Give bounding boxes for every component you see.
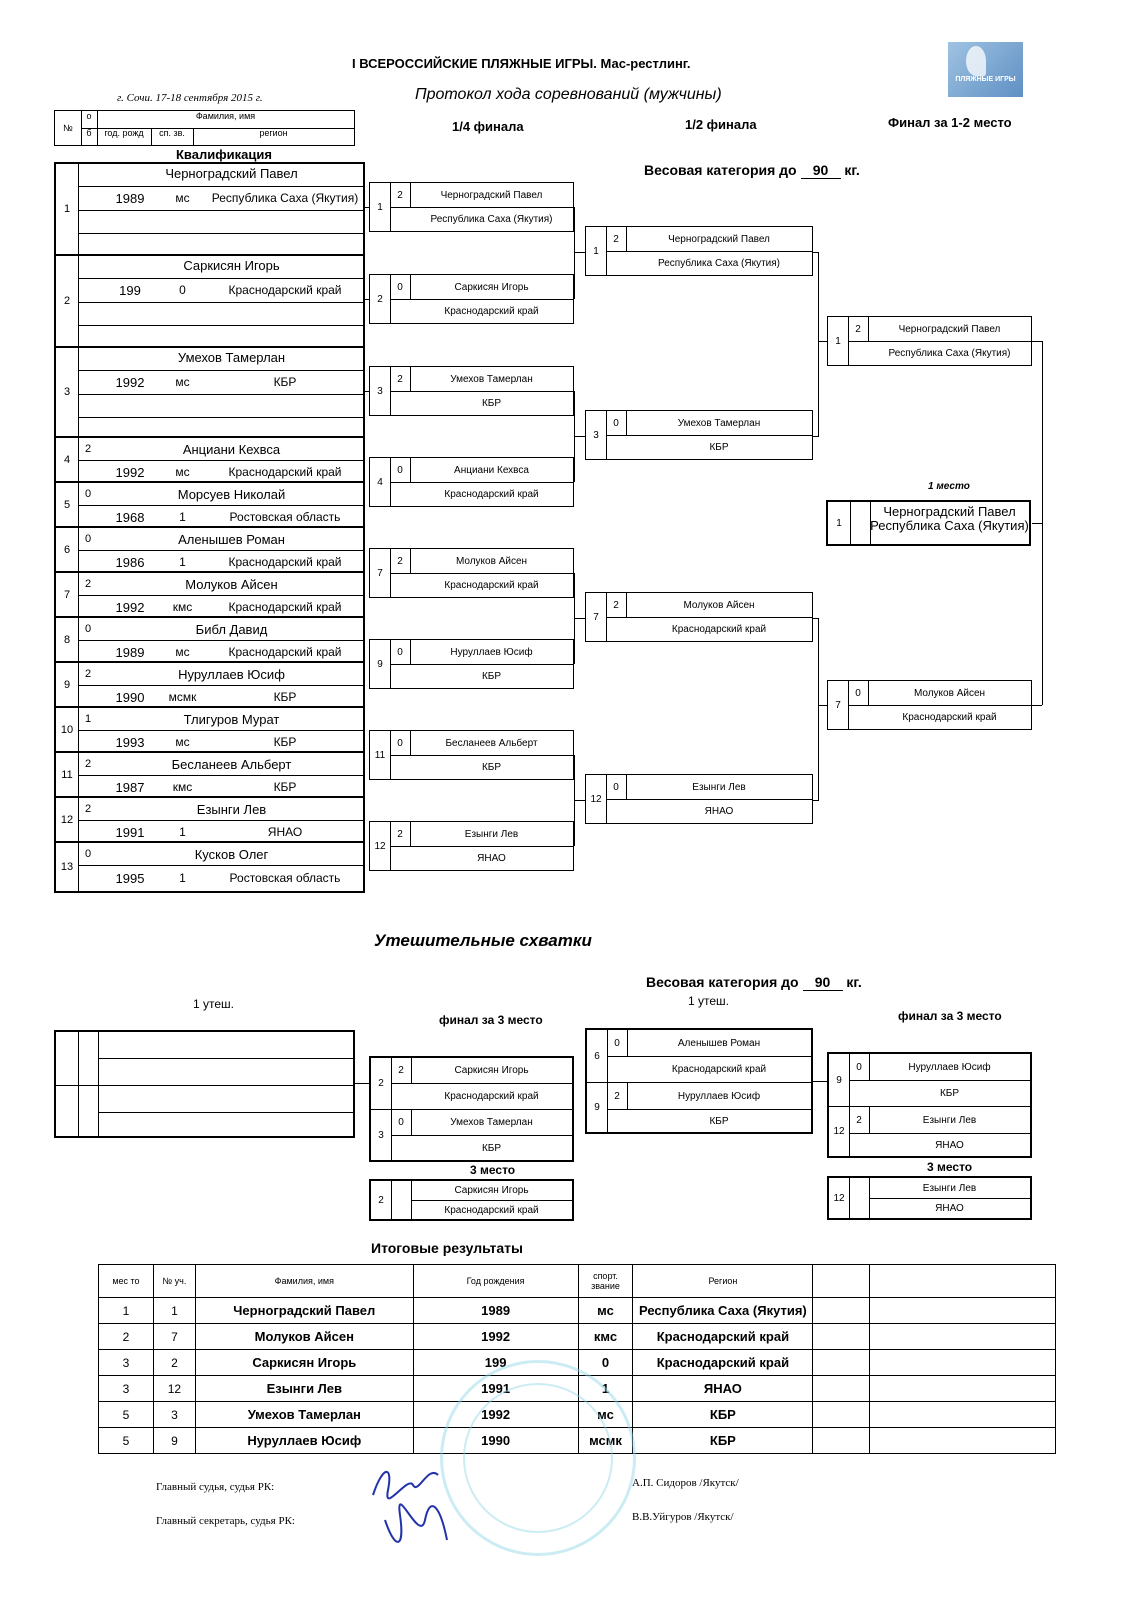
quarter-bout-12 (369, 821, 574, 871)
bout-number: 12 (833, 1126, 845, 1137)
participant-13 (54, 841, 365, 893)
bout-number: 2 (378, 1194, 384, 1206)
first-place-num: 1 (828, 502, 851, 544)
participant-mark: 0 (84, 533, 92, 545)
result-place: 1 (99, 1298, 154, 1324)
left-final3-box (369, 1056, 574, 1162)
bout-number: 9 (836, 1074, 842, 1086)
participant-name: Кусков Олег (194, 847, 269, 862)
bout-region: Краснодарский край (444, 579, 539, 591)
stamp-seal (440, 1360, 636, 1556)
weight-value: 90 (803, 974, 843, 991)
document-title: I ВСЕРОССИЙСКИЕ ПЛЯЖНЫЕ ИГРЫ. Мас-рестлинг. (352, 56, 691, 71)
participant-num: 11 (56, 753, 79, 796)
weight-label: Весовая категория до (644, 162, 797, 178)
participant-mark: 0 (84, 488, 92, 500)
participant-region: Краснодарский край (228, 600, 342, 614)
table-row (99, 1324, 1056, 1350)
quarter-bout-3 (369, 366, 574, 416)
semi-bout-7 (585, 592, 813, 642)
bout-number: 1 (586, 227, 607, 275)
result-rank: 0 (578, 1350, 633, 1376)
bout-region: Краснодарский край (444, 1204, 539, 1216)
results-header-no: № уч. (153, 1265, 195, 1298)
participant-10 (54, 706, 365, 753)
header-name: Фамилия, имя (97, 111, 354, 129)
bout-score: 0 (390, 275, 411, 299)
results-header-extra2 (870, 1265, 1056, 1298)
result-place: 3 (99, 1376, 154, 1402)
table-row (99, 1298, 1056, 1324)
participant-num: 9 (56, 663, 79, 706)
participant-11 (54, 751, 365, 798)
participant-name: Умехов Тамерлан (177, 350, 286, 365)
protocol-title: Протокол хода соревнований (мужчины) (415, 86, 722, 103)
participant-9 (54, 661, 365, 708)
col-semi-label: 1/2 финала (685, 117, 757, 132)
result-no: 7 (153, 1324, 195, 1350)
participant-mark: 2 (84, 578, 92, 590)
bout-name: Езынги Лев (922, 1114, 977, 1126)
results-header-year: Год рождения (413, 1265, 578, 1298)
participant-mark: 2 (84, 668, 92, 680)
result-name: Нуруллаев Юсиф (195, 1428, 413, 1454)
left-third-box (369, 1179, 574, 1221)
participant-name: Бесланеев Альберт (171, 757, 292, 772)
secretary-name: В.В.Уйгуров /Якутск/ (632, 1511, 734, 1523)
participant-rank: кмс (172, 600, 193, 614)
bout-number: 1 (370, 183, 391, 231)
participant-mark: 0 (84, 848, 92, 860)
participant-year: 1990 (115, 690, 145, 705)
bout-name: Бесланеев Альберт (410, 731, 573, 756)
weight-label: Весовая категория до (646, 974, 799, 990)
bout-region: КБР (481, 397, 502, 409)
bout-name: Езынги Лев (922, 1182, 977, 1194)
participant-year: 1995 (115, 871, 145, 886)
participant-year: 1993 (115, 735, 145, 750)
bout-score: 0 (848, 681, 869, 705)
participant-1 (54, 162, 365, 256)
bout-number: 12 (370, 822, 391, 870)
results-header-rank: спорт. звание (578, 1265, 633, 1298)
quarter-bout-1 (369, 182, 574, 232)
result-rank: мс (578, 1402, 633, 1428)
participant-name: Аленышев Роман (178, 532, 285, 547)
consolation-right-label: 1 утеш. (688, 994, 730, 1008)
results-header-region: Регион (633, 1265, 813, 1298)
participant-rank: мс (175, 735, 190, 749)
right-first-box (585, 1028, 813, 1134)
bout-score: 0 (606, 775, 627, 799)
bout-number: 7 (828, 681, 849, 729)
quarter-bout-11 (369, 730, 574, 780)
bout-number: 11 (370, 731, 391, 779)
result-region: Республика Саха (Якутия) (633, 1298, 813, 1324)
bout-number: 3 (370, 367, 391, 415)
bout-number: 6 (594, 1050, 600, 1062)
participant-region: Краснодарский край (228, 465, 342, 479)
bout-number: 9 (370, 640, 391, 688)
participant-mark: 1 (84, 713, 92, 725)
participant-name: Библ Давид (195, 622, 268, 637)
participant-rank: мс (175, 191, 190, 205)
result-no: 9 (153, 1428, 195, 1454)
participant-rank: 1 (179, 555, 186, 569)
bout-name: Езынги Лев (410, 822, 573, 847)
result-rank: 1 (578, 1376, 633, 1402)
bout-name: Черноградский Павел (626, 227, 812, 252)
col-quarter-label: 1/4 финала (452, 119, 524, 134)
semi-bout-1 (585, 226, 813, 276)
participant-name: Молуков Айсен (185, 577, 278, 592)
semi-bout-12 (585, 774, 813, 824)
participant-year: 1992 (115, 465, 145, 480)
participant-num: 2 (56, 256, 79, 346)
result-region: Краснодарский край (633, 1324, 813, 1350)
judge-signature (368, 1455, 448, 1505)
venue-date: г. Сочи. 17-18 сентября 2015 г. (117, 92, 263, 104)
bout-score: 2 (614, 1090, 620, 1102)
bout-score: 0 (390, 731, 411, 755)
bout-number: 12 (833, 1192, 845, 1204)
result-rank: кмс (578, 1324, 633, 1350)
bout-region: Республика Саха (Якутия) (888, 347, 1011, 359)
result-year: 1990 (413, 1428, 578, 1454)
games-logo (948, 42, 1023, 97)
participant-region: КБР (273, 735, 297, 749)
participant-name: Анциани Кехвса (182, 442, 281, 457)
final3-right-label: финал за 3 место (898, 1009, 1002, 1023)
participant-name: Черноградский Павел (165, 166, 298, 181)
participant-num: 1 (56, 164, 79, 254)
weight-value: 90 (801, 162, 841, 179)
result-name: Черноградский Павел (195, 1298, 413, 1324)
bout-score: 2 (606, 593, 627, 617)
bout-region: Республика Саха (Якутия) (657, 257, 781, 269)
bout-score: 2 (390, 549, 411, 573)
participant-rank: 0 (179, 283, 186, 297)
result-year: 199 (413, 1350, 578, 1376)
participant-region: Краснодарский край (228, 555, 342, 569)
bout-name: Саркисян Игорь (454, 1065, 529, 1076)
result-region: Краснодарский край (633, 1350, 813, 1376)
participant-rank: мсмк (168, 690, 197, 704)
result-no: 1 (153, 1298, 195, 1324)
bout-score: 0 (390, 458, 411, 482)
bout-score: 0 (398, 1117, 404, 1128)
judge-name: А.П. Сидоров /Якутск/ (632, 1477, 739, 1489)
weight-category (644, 162, 860, 179)
participant-region: Краснодарский край (228, 645, 342, 659)
bout-number: 7 (370, 549, 391, 597)
participant-year: 199 (119, 283, 141, 298)
result-region: КБР (633, 1402, 813, 1428)
bout-score: 0 (614, 1037, 620, 1049)
result-year: 1991 (413, 1376, 578, 1402)
right-final3-box (827, 1052, 1032, 1158)
participant-mark: 0 (84, 623, 92, 635)
bout-name: Нуруллаев Юсиф (410, 640, 573, 665)
weight-unit: кг. (844, 162, 860, 178)
header-region: регион (259, 128, 288, 138)
participant-year: 1989 (115, 645, 145, 660)
participant-name: Саркисян Игорь (183, 258, 280, 273)
bout-name: Молуков Айсен (410, 549, 573, 574)
bout-number: 1 (828, 317, 849, 365)
bout-score: 2 (856, 1114, 862, 1126)
quarter-bout-7 (369, 548, 574, 598)
bout-name: Нуруллаев Юсиф (908, 1061, 991, 1073)
result-year: 1992 (413, 1324, 578, 1350)
participant-mark: 2 (84, 758, 92, 770)
participant-num: 6 (56, 528, 79, 571)
participant-12 (54, 796, 365, 843)
bout-name: Саркисян Игорь (454, 1185, 529, 1196)
result-no: 2 (153, 1350, 195, 1376)
result-name: Умехов Тамерлан (195, 1402, 413, 1428)
bout-name: Умехов Тамерлан (626, 411, 812, 436)
participant-6 (54, 526, 365, 573)
right-third-box (827, 1176, 1032, 1220)
participant-mark: 2 (84, 443, 92, 455)
participant-mark: 2 (84, 803, 92, 815)
bout-region: КБР (939, 1088, 960, 1099)
right-third-label: 3 место (927, 1160, 973, 1174)
result-name: Езынги Лев (195, 1376, 413, 1402)
result-no: 12 (153, 1376, 195, 1402)
result-year: 1992 (413, 1402, 578, 1428)
bout-region: ЯНАО (477, 852, 506, 864)
consolation-empty-grid (54, 1030, 355, 1138)
participant-7 (54, 571, 365, 618)
consolation-left-label: 1 утеш. (193, 997, 235, 1011)
secretary-label: Главный секретарь, судья РК: (156, 1515, 295, 1527)
bout-score: 0 (390, 640, 411, 664)
participant-year: 1968 (115, 510, 145, 525)
final-bout-7 (827, 680, 1032, 730)
bout-region: КБР (709, 1115, 729, 1127)
bout-region: Краснодарский край (444, 488, 539, 500)
bout-name: Молуков Айсен (868, 681, 1031, 706)
participant-year: 1987 (115, 780, 145, 795)
bout-name: Черноградский Павел (868, 317, 1031, 342)
participant-year: 1992 (115, 600, 145, 615)
participant-region: КБР (273, 375, 297, 389)
bout-region: ЯНАО (935, 1203, 964, 1214)
participant-8 (54, 616, 365, 663)
bout-number: 3 (378, 1129, 384, 1141)
participant-name: Нуруллаев Юсиф (178, 667, 285, 682)
participant-rank: кмс (172, 780, 193, 794)
bout-name: Молуков Айсен (626, 593, 812, 618)
participant-rank: 1 (179, 510, 186, 524)
participant-num: 3 (56, 348, 79, 436)
header-no: № (55, 111, 82, 145)
result-place: 5 (99, 1428, 154, 1454)
flame-icon (966, 46, 986, 76)
result-name: Саркисян Игорь (195, 1350, 413, 1376)
weight-unit: кг. (846, 974, 862, 990)
bout-region: Краснодарский край (902, 711, 997, 723)
bout-score: 0 (856, 1061, 862, 1073)
bout-region: Краснодарский край (671, 1064, 767, 1075)
final3-left-label: финал за 3 место (439, 1013, 543, 1027)
first-place-label: 1 место (928, 481, 970, 492)
bout-region: Краснодарский край (444, 305, 539, 317)
result-rank: мсмк (578, 1428, 633, 1454)
bout-number: 4 (370, 458, 391, 506)
bout-score: 2 (390, 822, 411, 846)
bout-region: Республика Саха (Якутия) (430, 213, 553, 225)
participant-rank: 1 (179, 825, 186, 839)
participant-rank: 1 (179, 871, 186, 885)
participant-region: Краснодарский край (228, 283, 342, 297)
bout-score: 2 (398, 1065, 404, 1076)
participant-year: 1989 (115, 191, 145, 206)
results-header-place: мес то (99, 1265, 154, 1298)
result-place: 2 (99, 1324, 154, 1350)
participant-num: 10 (56, 708, 79, 751)
results-header-extra1 (813, 1265, 870, 1298)
final-bout-1 (827, 316, 1032, 366)
participant-num: 5 (56, 483, 79, 526)
participant-num: 8 (56, 618, 79, 661)
bout-region: КБР (481, 670, 502, 682)
bout-region: КБР (481, 1142, 502, 1154)
results-title: Итоговые результаты (371, 1240, 523, 1256)
quarter-bout-4 (369, 457, 574, 507)
participant-num: 13 (56, 843, 79, 891)
consolation-weight (646, 974, 862, 991)
header-year: год. рожд (97, 128, 152, 145)
participant-region: Ростовская область (229, 510, 341, 524)
bout-number: 12 (586, 775, 607, 823)
participant-num: 12 (56, 798, 79, 841)
result-region: ЯНАО (633, 1376, 813, 1402)
result-year: 1989 (413, 1298, 578, 1324)
bout-score: 2 (606, 227, 627, 251)
result-place: 3 (99, 1350, 154, 1376)
participant-num: 7 (56, 573, 79, 616)
header-b: б (81, 128, 98, 145)
participant-rank: мс (175, 375, 190, 389)
logo-text: ПЛЯЖНЫЕ ИГРЫ (955, 76, 1016, 83)
quarter-bout-2 (369, 274, 574, 324)
participant-region: Республика Саха (Якутия) (211, 191, 359, 205)
result-place: 5 (99, 1402, 154, 1428)
bout-region: ЯНАО (704, 805, 734, 817)
bout-region: ЯНАО (935, 1139, 964, 1151)
secretary-signature (375, 1500, 455, 1560)
participant-rank: мс (175, 645, 190, 659)
participant-num: 4 (56, 438, 79, 481)
bout-number: 2 (370, 275, 391, 323)
bout-region: Краснодарский край (444, 1091, 539, 1102)
first-place-name: Черноградский Павел (883, 504, 1016, 519)
quarter-bout-9 (369, 639, 574, 689)
first-place-box (826, 500, 1031, 546)
participant-3 (54, 346, 365, 438)
result-rank: мс (578, 1298, 633, 1324)
bout-name: Езынги Лев (626, 775, 812, 800)
participant-name: Морсуев Николай (177, 487, 286, 502)
bout-name: Нуруллаев Юсиф (677, 1090, 761, 1102)
bout-number: 3 (586, 411, 607, 459)
participant-5 (54, 481, 365, 528)
bout-number: 9 (594, 1102, 600, 1113)
bout-region: КБР (481, 761, 502, 773)
judge-label: Главный судья, судья РК: (156, 1481, 275, 1493)
consolation-title: Утешительные схватки (374, 931, 592, 950)
col-final-label: Финал за 1-2 место (888, 115, 1012, 130)
results-header-row (99, 1265, 1056, 1298)
participant-region: Ростовская область (229, 871, 341, 885)
participant-year: 1991 (115, 825, 145, 840)
participant-name: Езынги Лев (196, 802, 267, 817)
participant-name: Тлигуров Мурат (183, 712, 280, 727)
header-o: о (81, 111, 98, 129)
participant-region: КБР (273, 780, 297, 794)
bout-name: Умехов Тамерлан (410, 367, 573, 392)
bout-region: Краснодарский край (671, 623, 767, 635)
table-header (54, 110, 355, 146)
bout-score: 0 (606, 411, 627, 435)
semi-bout-3 (585, 410, 813, 460)
bout-name: Анциани Кехвса (410, 458, 573, 483)
header-rank: сп. зв. (151, 128, 194, 145)
participant-region: КБР (273, 690, 297, 704)
participant-region: ЯНАО (267, 825, 303, 839)
result-name: Молуков Айсен (195, 1324, 413, 1350)
participant-4 (54, 436, 365, 483)
bout-name: Аленышев Роман (677, 1037, 761, 1049)
bout-name: Саркисян Игорь (410, 275, 573, 300)
bout-score: 2 (390, 183, 411, 207)
result-no: 3 (153, 1402, 195, 1428)
bout-number: 7 (586, 593, 607, 641)
results-header-name: Фамилия, имя (195, 1265, 413, 1298)
bout-name: Черноградский Павел (410, 183, 573, 208)
bout-region: КБР (709, 441, 729, 453)
participant-2 (54, 254, 365, 348)
participant-rank: мс (175, 465, 190, 479)
result-region: КБР (633, 1428, 813, 1454)
bout-score: 2 (390, 367, 411, 391)
bout-score: 2 (848, 317, 869, 341)
bout-name: Умехов Тамерлан (450, 1117, 533, 1128)
participant-year: 1992 (115, 375, 145, 390)
qualification-label: Квалификация (176, 147, 272, 162)
left-third-label: 3 место (470, 1163, 516, 1177)
bout-number: 2 (378, 1078, 384, 1089)
participant-year: 1986 (115, 555, 145, 570)
first-place-region: Республика Саха (Якутия) (870, 518, 1029, 533)
